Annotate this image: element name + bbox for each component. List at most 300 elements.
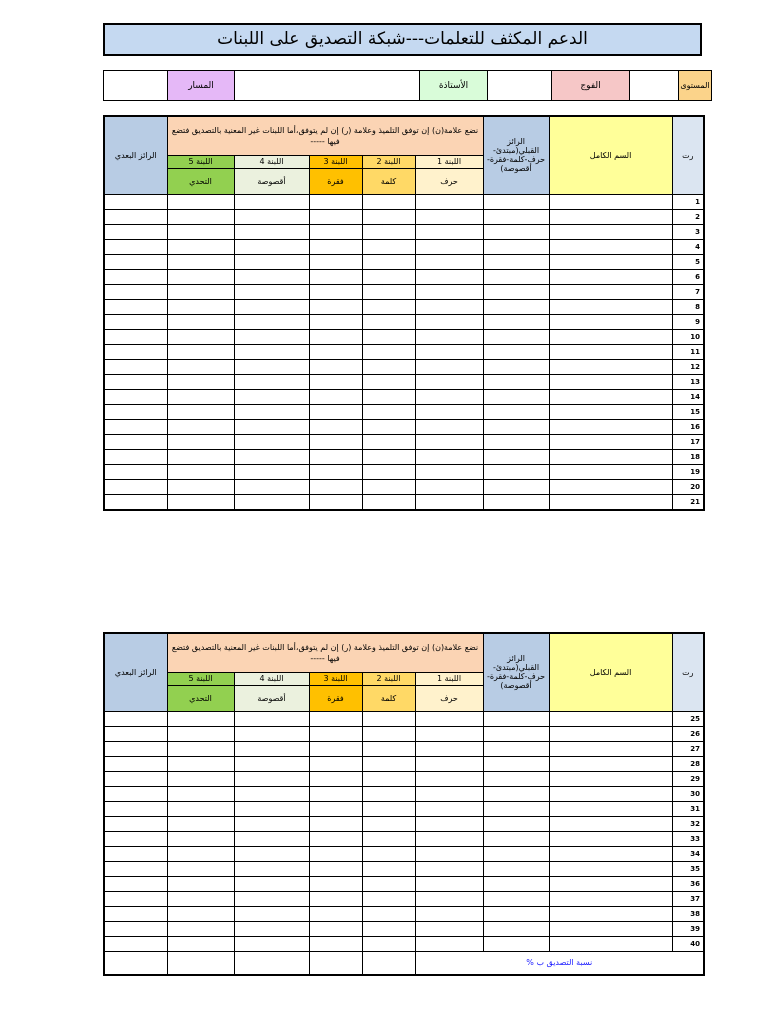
entry-cell[interactable] (415, 786, 483, 801)
entry-cell[interactable] (549, 344, 672, 359)
entry-cell[interactable] (234, 449, 309, 464)
entry-cell[interactable] (362, 239, 415, 254)
entry-cell[interactable] (234, 846, 309, 861)
entry-cell[interactable] (234, 711, 309, 726)
entry-cell[interactable] (362, 831, 415, 846)
entry-cell[interactable] (309, 831, 362, 846)
entry-cell[interactable] (234, 726, 309, 741)
entry-cell[interactable] (362, 449, 415, 464)
entry-cell[interactable] (483, 771, 549, 786)
entry-cell[interactable] (234, 936, 309, 951)
entry-cell[interactable] (549, 711, 672, 726)
entry-cell[interactable] (362, 801, 415, 816)
entry-cell[interactable] (234, 344, 309, 359)
entry-cell[interactable] (234, 329, 309, 344)
entry-cell[interactable] (362, 726, 415, 741)
entry-cell[interactable] (549, 756, 672, 771)
entry-cell[interactable] (549, 846, 672, 861)
entry-cell[interactable] (104, 846, 167, 861)
entry-cell[interactable] (483, 329, 549, 344)
entry-cell[interactable] (167, 284, 234, 299)
entry-cell[interactable] (167, 494, 234, 510)
teacher-value[interactable] (235, 71, 420, 101)
entry-cell[interactable] (483, 449, 549, 464)
entry-cell[interactable] (104, 254, 167, 269)
entry-cell[interactable] (362, 344, 415, 359)
entry-cell[interactable] (167, 389, 234, 404)
entry-cell[interactable] (167, 449, 234, 464)
entry-cell[interactable] (415, 756, 483, 771)
entry-cell[interactable] (483, 921, 549, 936)
entry-cell[interactable] (167, 419, 234, 434)
entry-cell[interactable] (549, 816, 672, 831)
entry-cell[interactable] (309, 419, 362, 434)
entry-cell[interactable] (104, 434, 167, 449)
entry-cell[interactable] (309, 771, 362, 786)
entry-cell[interactable] (549, 876, 672, 891)
entry-cell[interactable] (415, 771, 483, 786)
entry-cell[interactable] (362, 299, 415, 314)
entry-cell[interactable] (309, 816, 362, 831)
entry-cell[interactable] (483, 906, 549, 921)
entry-cell[interactable] (549, 726, 672, 741)
entry-cell[interactable] (415, 194, 483, 209)
entry-cell[interactable] (415, 891, 483, 906)
entry-cell[interactable] (167, 299, 234, 314)
entry-cell[interactable] (362, 479, 415, 494)
entry-cell[interactable] (483, 936, 549, 951)
entry-cell[interactable] (415, 299, 483, 314)
entry-cell[interactable] (104, 269, 167, 284)
entry-cell[interactable] (104, 464, 167, 479)
entry-cell[interactable] (362, 936, 415, 951)
entry-cell[interactable] (415, 329, 483, 344)
entry-cell[interactable] (234, 816, 309, 831)
entry-cell[interactable] (483, 344, 549, 359)
entry-cell[interactable] (483, 801, 549, 816)
entry-cell[interactable] (362, 419, 415, 434)
entry-cell[interactable] (234, 374, 309, 389)
entry-cell[interactable] (309, 404, 362, 419)
entry-cell[interactable] (415, 861, 483, 876)
entry-cell[interactable] (549, 801, 672, 816)
entry-cell[interactable] (309, 299, 362, 314)
entry-cell[interactable] (415, 419, 483, 434)
entry-cell[interactable] (362, 329, 415, 344)
entry-cell[interactable] (549, 861, 672, 876)
entry-cell[interactable] (549, 906, 672, 921)
entry-cell[interactable] (362, 194, 415, 209)
entry-cell[interactable] (483, 816, 549, 831)
entry-cell[interactable] (309, 756, 362, 771)
entry-cell[interactable] (104, 284, 167, 299)
entry-cell[interactable] (549, 921, 672, 936)
entry-cell[interactable] (362, 314, 415, 329)
entry-cell[interactable] (549, 419, 672, 434)
entry-cell[interactable] (167, 831, 234, 846)
entry-cell[interactable] (104, 194, 167, 209)
entry-cell[interactable] (309, 254, 362, 269)
entry-cell[interactable] (234, 284, 309, 299)
entry-cell[interactable] (167, 344, 234, 359)
entry-cell[interactable] (234, 771, 309, 786)
entry-cell[interactable] (104, 756, 167, 771)
entry-cell[interactable] (362, 771, 415, 786)
entry-cell[interactable] (415, 404, 483, 419)
entry-cell[interactable] (483, 831, 549, 846)
entry-cell[interactable] (362, 846, 415, 861)
entry-cell[interactable] (415, 801, 483, 816)
entry-cell[interactable] (549, 374, 672, 389)
entry-cell[interactable] (415, 314, 483, 329)
entry-cell[interactable] (234, 194, 309, 209)
entry-cell[interactable] (483, 299, 549, 314)
entry-cell[interactable] (415, 254, 483, 269)
entry-cell[interactable] (234, 464, 309, 479)
entry-cell[interactable] (362, 786, 415, 801)
entry-cell[interactable] (104, 801, 167, 816)
entry-cell[interactable] (415, 876, 483, 891)
entry-cell[interactable] (362, 891, 415, 906)
entry-cell[interactable] (362, 359, 415, 374)
entry-cell[interactable] (234, 741, 309, 756)
entry-cell[interactable] (309, 846, 362, 861)
entry-cell[interactable] (167, 434, 234, 449)
entry-cell[interactable] (483, 846, 549, 861)
entry-cell[interactable] (167, 846, 234, 861)
entry-cell[interactable] (167, 861, 234, 876)
entry-cell[interactable] (549, 254, 672, 269)
entry-cell[interactable] (415, 936, 483, 951)
entry-cell[interactable] (415, 269, 483, 284)
entry-cell[interactable] (104, 711, 167, 726)
entry-cell[interactable] (362, 209, 415, 224)
entry-cell[interactable] (167, 936, 234, 951)
entry-cell[interactable] (309, 314, 362, 329)
entry-cell[interactable] (415, 831, 483, 846)
entry-cell[interactable] (104, 494, 167, 510)
entry-cell[interactable] (483, 194, 549, 209)
entry-cell[interactable] (549, 449, 672, 464)
entry-cell[interactable] (167, 891, 234, 906)
entry-cell[interactable] (549, 936, 672, 951)
entry-cell[interactable] (309, 239, 362, 254)
entry-cell[interactable] (549, 329, 672, 344)
entry-cell[interactable] (309, 374, 362, 389)
entry-cell[interactable] (362, 284, 415, 299)
entry-cell[interactable] (104, 329, 167, 344)
entry-cell[interactable] (234, 479, 309, 494)
entry-cell[interactable] (549, 434, 672, 449)
entry-cell[interactable] (483, 254, 549, 269)
group-value[interactable] (488, 71, 552, 101)
entry-cell[interactable] (309, 194, 362, 209)
entry-cell[interactable] (483, 861, 549, 876)
entry-cell[interactable] (104, 359, 167, 374)
entry-cell[interactable] (167, 741, 234, 756)
entry-cell[interactable] (483, 434, 549, 449)
entry-cell[interactable] (483, 374, 549, 389)
entry-cell[interactable] (309, 344, 362, 359)
entry-cell[interactable] (415, 846, 483, 861)
track-value[interactable] (104, 71, 168, 101)
entry-cell[interactable] (234, 389, 309, 404)
entry-cell[interactable] (415, 479, 483, 494)
entry-cell[interactable] (483, 786, 549, 801)
entry-cell[interactable] (104, 816, 167, 831)
footer-cell[interactable] (104, 951, 167, 975)
entry-cell[interactable] (167, 786, 234, 801)
entry-cell[interactable] (483, 756, 549, 771)
entry-cell[interactable] (104, 404, 167, 419)
entry-cell[interactable] (362, 906, 415, 921)
entry-cell[interactable] (234, 359, 309, 374)
entry-cell[interactable] (549, 269, 672, 284)
entry-cell[interactable] (234, 786, 309, 801)
entry-cell[interactable] (549, 194, 672, 209)
footer-cell[interactable] (309, 951, 362, 975)
entry-cell[interactable] (362, 756, 415, 771)
entry-cell[interactable] (234, 254, 309, 269)
entry-cell[interactable] (234, 891, 309, 906)
entry-cell[interactable] (167, 329, 234, 344)
entry-cell[interactable] (234, 921, 309, 936)
entry-cell[interactable] (483, 224, 549, 239)
entry-cell[interactable] (234, 906, 309, 921)
entry-cell[interactable] (483, 494, 549, 510)
entry-cell[interactable] (167, 464, 234, 479)
entry-cell[interactable] (362, 224, 415, 239)
entry-cell[interactable] (415, 224, 483, 239)
entry-cell[interactable] (104, 861, 167, 876)
entry-cell[interactable] (549, 359, 672, 374)
entry-cell[interactable] (483, 464, 549, 479)
level-value[interactable] (630, 71, 679, 101)
entry-cell[interactable] (362, 374, 415, 389)
entry-cell[interactable] (104, 389, 167, 404)
footer-cell[interactable] (234, 951, 309, 975)
entry-cell[interactable] (309, 741, 362, 756)
entry-cell[interactable] (167, 269, 234, 284)
entry-cell[interactable] (167, 906, 234, 921)
entry-cell[interactable] (309, 494, 362, 510)
entry-cell[interactable] (309, 389, 362, 404)
entry-cell[interactable] (167, 359, 234, 374)
entry-cell[interactable] (104, 771, 167, 786)
entry-cell[interactable] (309, 449, 362, 464)
entry-cell[interactable] (549, 299, 672, 314)
entry-cell[interactable] (309, 876, 362, 891)
entry-cell[interactable] (549, 786, 672, 801)
entry-cell[interactable] (309, 479, 362, 494)
footer-cell[interactable] (362, 951, 415, 975)
entry-cell[interactable] (104, 891, 167, 906)
entry-cell[interactable] (415, 374, 483, 389)
entry-cell[interactable] (104, 374, 167, 389)
entry-cell[interactable] (362, 876, 415, 891)
entry-cell[interactable] (483, 479, 549, 494)
entry-cell[interactable] (483, 314, 549, 329)
entry-cell[interactable] (104, 224, 167, 239)
entry-cell[interactable] (104, 344, 167, 359)
entry-cell[interactable] (549, 771, 672, 786)
entry-cell[interactable] (167, 479, 234, 494)
entry-cell[interactable] (483, 404, 549, 419)
entry-cell[interactable] (415, 711, 483, 726)
entry-cell[interactable] (234, 269, 309, 284)
entry-cell[interactable] (104, 741, 167, 756)
entry-cell[interactable] (415, 449, 483, 464)
footer-cell[interactable] (167, 951, 234, 975)
entry-cell[interactable] (309, 269, 362, 284)
entry-cell[interactable] (104, 921, 167, 936)
entry-cell[interactable] (362, 254, 415, 269)
entry-cell[interactable] (362, 389, 415, 404)
entry-cell[interactable] (549, 314, 672, 329)
entry-cell[interactable] (362, 494, 415, 510)
entry-cell[interactable] (483, 269, 549, 284)
entry-cell[interactable] (167, 801, 234, 816)
entry-cell[interactable] (234, 494, 309, 510)
entry-cell[interactable] (309, 936, 362, 951)
entry-cell[interactable] (167, 404, 234, 419)
entry-cell[interactable] (104, 906, 167, 921)
entry-cell[interactable] (234, 801, 309, 816)
entry-cell[interactable] (415, 906, 483, 921)
entry-cell[interactable] (234, 434, 309, 449)
entry-cell[interactable] (362, 861, 415, 876)
entry-cell[interactable] (362, 741, 415, 756)
entry-cell[interactable] (167, 771, 234, 786)
entry-cell[interactable] (483, 389, 549, 404)
entry-cell[interactable] (549, 464, 672, 479)
entry-cell[interactable] (549, 209, 672, 224)
entry-cell[interactable] (104, 936, 167, 951)
entry-cell[interactable] (415, 464, 483, 479)
entry-cell[interactable] (234, 209, 309, 224)
entry-cell[interactable] (415, 434, 483, 449)
entry-cell[interactable] (549, 404, 672, 419)
entry-cell[interactable] (483, 876, 549, 891)
entry-cell[interactable] (362, 464, 415, 479)
entry-cell[interactable] (362, 816, 415, 831)
entry-cell[interactable] (549, 239, 672, 254)
entry-cell[interactable] (104, 876, 167, 891)
entry-cell[interactable] (167, 254, 234, 269)
entry-cell[interactable] (309, 801, 362, 816)
entry-cell[interactable] (234, 876, 309, 891)
entry-cell[interactable] (104, 299, 167, 314)
entry-cell[interactable] (104, 479, 167, 494)
entry-cell[interactable] (483, 711, 549, 726)
entry-cell[interactable] (167, 224, 234, 239)
entry-cell[interactable] (415, 344, 483, 359)
entry-cell[interactable] (104, 209, 167, 224)
entry-cell[interactable] (309, 359, 362, 374)
entry-cell[interactable] (415, 284, 483, 299)
entry-cell[interactable] (167, 726, 234, 741)
entry-cell[interactable] (167, 314, 234, 329)
entry-cell[interactable] (483, 359, 549, 374)
entry-cell[interactable] (309, 726, 362, 741)
entry-cell[interactable] (234, 861, 309, 876)
entry-cell[interactable] (234, 419, 309, 434)
entry-cell[interactable] (234, 314, 309, 329)
entry-cell[interactable] (483, 239, 549, 254)
entry-cell[interactable] (415, 389, 483, 404)
entry-cell[interactable] (167, 876, 234, 891)
entry-cell[interactable] (167, 921, 234, 936)
entry-cell[interactable] (549, 891, 672, 906)
entry-cell[interactable] (362, 711, 415, 726)
entry-cell[interactable] (415, 359, 483, 374)
entry-cell[interactable] (104, 786, 167, 801)
entry-cell[interactable] (309, 434, 362, 449)
entry-cell[interactable] (104, 831, 167, 846)
entry-cell[interactable] (309, 224, 362, 239)
entry-cell[interactable] (104, 239, 167, 254)
entry-cell[interactable] (483, 741, 549, 756)
entry-cell[interactable] (309, 329, 362, 344)
entry-cell[interactable] (362, 404, 415, 419)
entry-cell[interactable] (483, 284, 549, 299)
entry-cell[interactable] (415, 816, 483, 831)
entry-cell[interactable] (167, 374, 234, 389)
entry-cell[interactable] (415, 741, 483, 756)
entry-cell[interactable] (309, 284, 362, 299)
entry-cell[interactable] (104, 419, 167, 434)
entry-cell[interactable] (549, 741, 672, 756)
entry-cell[interactable] (104, 449, 167, 464)
entry-cell[interactable] (415, 239, 483, 254)
entry-cell[interactable] (234, 756, 309, 771)
entry-cell[interactable] (309, 906, 362, 921)
entry-cell[interactable] (104, 726, 167, 741)
entry-cell[interactable] (234, 831, 309, 846)
entry-cell[interactable] (309, 209, 362, 224)
entry-cell[interactable] (415, 726, 483, 741)
entry-cell[interactable] (309, 891, 362, 906)
entry-cell[interactable] (549, 494, 672, 510)
entry-cell[interactable] (362, 921, 415, 936)
entry-cell[interactable] (549, 389, 672, 404)
entry-cell[interactable] (415, 209, 483, 224)
entry-cell[interactable] (167, 816, 234, 831)
entry-cell[interactable] (234, 404, 309, 419)
entry-cell[interactable] (309, 711, 362, 726)
entry-cell[interactable] (483, 209, 549, 224)
entry-cell[interactable] (234, 239, 309, 254)
entry-cell[interactable] (167, 239, 234, 254)
entry-cell[interactable] (167, 756, 234, 771)
entry-cell[interactable] (549, 479, 672, 494)
entry-cell[interactable] (309, 921, 362, 936)
entry-cell[interactable] (167, 711, 234, 726)
entry-cell[interactable] (309, 861, 362, 876)
entry-cell[interactable] (309, 786, 362, 801)
entry-cell[interactable] (234, 224, 309, 239)
entry-cell[interactable] (483, 726, 549, 741)
entry-cell[interactable] (309, 464, 362, 479)
entry-cell[interactable] (234, 299, 309, 314)
entry-cell[interactable] (362, 434, 415, 449)
entry-cell[interactable] (362, 269, 415, 284)
entry-cell[interactable] (415, 921, 483, 936)
entry-cell[interactable] (483, 419, 549, 434)
entry-cell[interactable] (104, 314, 167, 329)
entry-cell[interactable] (167, 194, 234, 209)
entry-cell[interactable] (549, 224, 672, 239)
